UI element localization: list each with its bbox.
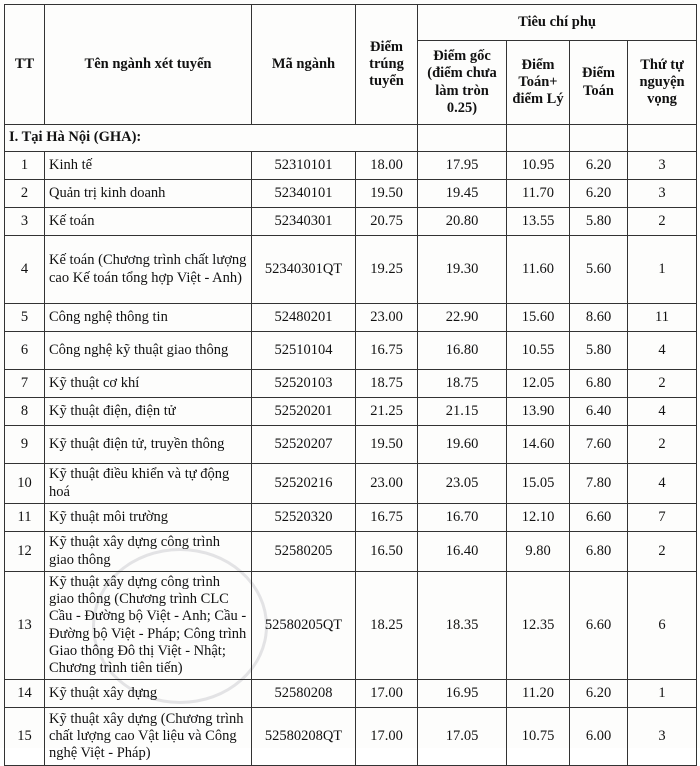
cell-preference-order: 2	[628, 426, 697, 464]
cell-major-name: Kỹ thuật xây dựng công trình giao thông (Chương trình CLC Cầu - Đường bộ Việt - Anh; Cầu - Đường bộ Việt - Pháp; Công trình Giao thông Đô thị Việt - Nhật; Chương trình tiên tiến)	[45, 572, 252, 680]
cell-math-physics: 15.05	[507, 464, 570, 504]
cell-preference-order: 1	[628, 680, 697, 708]
cell-major-name: Công nghệ kỹ thuật giao thông	[45, 332, 252, 370]
col-header-raw-score: Điểm gốc (điểm chưa làm tròn 0.25)	[418, 41, 507, 125]
cell-tt: 4	[5, 236, 45, 304]
cell-major-name: Kỹ thuật điện tử, truyền thông	[45, 426, 252, 464]
table-row	[5, 504, 697, 532]
cell-tt: 14	[5, 680, 45, 708]
col-header-secondary-criteria: Tiêu chí phụ	[418, 5, 697, 41]
cell-math: 5.60	[570, 236, 628, 304]
cell-math: 7.80	[570, 464, 628, 504]
cell-math-physics: 13.55	[507, 208, 570, 236]
cell-raw-score: 17.05	[418, 708, 507, 766]
table-row	[5, 332, 697, 370]
cell-math-physics: 12.05	[507, 370, 570, 398]
cell-major-code: 52310101	[252, 152, 356, 180]
cell-math: 6.00	[570, 708, 628, 766]
cell-major-code: 52510104	[252, 332, 356, 370]
cell-tt: 15	[5, 708, 45, 766]
cell-raw-score: 16.40	[418, 532, 507, 572]
cell-major-code: 52340301QT	[252, 236, 356, 304]
cell-math-physics: 10.55	[507, 332, 570, 370]
cell-major-name: Kỹ thuật điện, điện tử	[45, 398, 252, 426]
cell-math: 6.20	[570, 152, 628, 180]
cell-admission-score: 16.75	[356, 504, 418, 532]
cell-preference-order: 4	[628, 398, 697, 426]
cell-admission-score: 18.75	[356, 370, 418, 398]
cell-admission-score: 16.75	[356, 332, 418, 370]
cell-admission-score: 17.00	[356, 708, 418, 766]
section-title: I. Tại Hà Nội (GHA):	[5, 125, 418, 152]
cell-raw-score: 21.15	[418, 398, 507, 426]
cell-math: 6.40	[570, 398, 628, 426]
cell-admission-score: 20.75	[356, 208, 418, 236]
col-header-admission-score: Điểm trúng tuyển	[356, 5, 418, 125]
cell-raw-score: 23.05	[418, 464, 507, 504]
cell-math-physics: 12.35	[507, 572, 570, 680]
cell-admission-score: 18.00	[356, 152, 418, 180]
cell-math: 7.60	[570, 426, 628, 464]
col-header-math: Điểm Toán	[570, 41, 628, 125]
cell-raw-score: 19.45	[418, 180, 507, 208]
section-empty-cell	[418, 125, 507, 152]
cell-tt: 7	[5, 370, 45, 398]
cell-preference-order: 3	[628, 180, 697, 208]
cell-admission-score: 19.25	[356, 236, 418, 304]
cell-admission-score: 19.50	[356, 180, 418, 208]
cell-preference-order: 3	[628, 152, 697, 180]
cell-raw-score: 18.75	[418, 370, 507, 398]
cell-major-code: 52580205	[252, 532, 356, 572]
cell-math-physics: 11.60	[507, 236, 570, 304]
col-header-tt: TT	[5, 5, 45, 125]
cell-math-physics: 10.95	[507, 152, 570, 180]
cell-admission-score: 19.50	[356, 426, 418, 464]
cell-major-code: 52580205QT	[252, 572, 356, 680]
cell-math: 6.80	[570, 532, 628, 572]
cell-tt: 13	[5, 572, 45, 680]
cell-major-name: Kỹ thuật môi trường	[45, 504, 252, 532]
cell-major-code: 52340301	[252, 208, 356, 236]
table-row	[5, 680, 697, 708]
cell-math-physics: 10.75	[507, 708, 570, 766]
col-header-major-name: Tên ngành xét tuyển	[45, 5, 252, 125]
cell-tt: 8	[5, 398, 45, 426]
cell-admission-score: 23.00	[356, 304, 418, 332]
cell-math-physics: 11.20	[507, 680, 570, 708]
cell-preference-order: 2	[628, 532, 697, 572]
cell-major-code: 52340101	[252, 180, 356, 208]
cell-major-code: 52520320	[252, 504, 356, 532]
cell-math-physics: 13.90	[507, 398, 570, 426]
cell-tt: 9	[5, 426, 45, 464]
cell-major-name: Kỹ thuật xây dựng	[45, 680, 252, 708]
cell-math-physics: 14.60	[507, 426, 570, 464]
cell-major-code: 52520216	[252, 464, 356, 504]
cell-tt: 11	[5, 504, 45, 532]
cell-major-name: Kỹ thuật xây dựng (Chương trình chất lượng cao Vật liệu và Công nghệ Việt - Pháp)	[45, 708, 252, 766]
header-row-1	[5, 5, 697, 41]
cell-major-code: 52480201	[252, 304, 356, 332]
cell-math: 6.20	[570, 180, 628, 208]
cell-tt: 2	[5, 180, 45, 208]
table-row	[5, 208, 697, 236]
section-empty-cell	[507, 125, 570, 152]
cell-preference-order: 2	[628, 370, 697, 398]
cell-major-name: Kỹ thuật cơ khí	[45, 370, 252, 398]
section-row	[5, 125, 697, 152]
cell-preference-order: 3	[628, 708, 697, 766]
admission-score-table	[4, 4, 697, 766]
table-row	[5, 370, 697, 398]
cell-tt: 6	[5, 332, 45, 370]
cell-major-name: Kỹ thuật xây dựng công trình giao thông	[45, 532, 252, 572]
table-row	[5, 398, 697, 426]
cell-preference-order: 6	[628, 572, 697, 680]
col-header-major-code: Mã ngành	[252, 5, 356, 125]
table-body	[5, 125, 697, 766]
section-empty-cell	[570, 125, 628, 152]
cell-raw-score: 19.60	[418, 426, 507, 464]
cell-major-name: Công nghệ thông tin	[45, 304, 252, 332]
cell-math: 6.60	[570, 572, 628, 680]
col-header-math-physics: Điểm Toán+ điểm Lý	[507, 41, 570, 125]
cell-raw-score: 16.95	[418, 680, 507, 708]
cell-math: 6.60	[570, 504, 628, 532]
cell-math: 5.80	[570, 332, 628, 370]
cell-preference-order: 4	[628, 332, 697, 370]
table-row	[5, 532, 697, 572]
cell-admission-score: 21.25	[356, 398, 418, 426]
cell-major-name: Kinh tế	[45, 152, 252, 180]
cell-math: 5.80	[570, 208, 628, 236]
cell-raw-score: 20.80	[418, 208, 507, 236]
table-row	[5, 426, 697, 464]
cell-major-code: 52520207	[252, 426, 356, 464]
cell-tt: 10	[5, 464, 45, 504]
cell-preference-order: 4	[628, 464, 697, 504]
table-row	[5, 304, 697, 332]
cell-math-physics: 15.60	[507, 304, 570, 332]
cell-tt: 3	[5, 208, 45, 236]
table-row	[5, 236, 697, 304]
cell-major-code: 52580208	[252, 680, 356, 708]
table-row	[5, 464, 697, 504]
cell-major-code: 52520103	[252, 370, 356, 398]
cell-math: 6.20	[570, 680, 628, 708]
cell-admission-score: 16.50	[356, 532, 418, 572]
cell-preference-order: 11	[628, 304, 697, 332]
cell-raw-score: 17.95	[418, 152, 507, 180]
cell-math: 8.60	[570, 304, 628, 332]
section-empty-cell	[628, 125, 697, 152]
cell-math-physics: 12.10	[507, 504, 570, 532]
cell-raw-score: 22.90	[418, 304, 507, 332]
cell-raw-score: 18.35	[418, 572, 507, 680]
cell-raw-score: 19.30	[418, 236, 507, 304]
table-row	[5, 180, 697, 208]
cell-tt: 1	[5, 152, 45, 180]
cell-preference-order: 7	[628, 504, 697, 532]
cell-major-name: Quản trị kinh doanh	[45, 180, 252, 208]
cell-admission-score: 18.25	[356, 572, 418, 680]
cell-raw-score: 16.80	[418, 332, 507, 370]
cell-math: 6.80	[570, 370, 628, 398]
cell-major-code: 52520201	[252, 398, 356, 426]
cell-major-code: 52580208QT	[252, 708, 356, 766]
cell-math-physics: 11.70	[507, 180, 570, 208]
table-row	[5, 572, 697, 680]
cell-preference-order: 1	[628, 236, 697, 304]
cell-tt: 5	[5, 304, 45, 332]
cell-preference-order: 2	[628, 208, 697, 236]
cell-math-physics: 9.80	[507, 532, 570, 572]
cell-major-name: Kế toán (Chương trình chất lượng cao Kế toán tổng hợp Việt - Anh)	[45, 236, 252, 304]
cell-tt: 12	[5, 532, 45, 572]
cell-major-name: Kế toán	[45, 208, 252, 236]
table-row	[5, 708, 697, 766]
col-header-preference-order: Thứ tự nguyện vọng	[628, 41, 697, 125]
cell-admission-score: 23.00	[356, 464, 418, 504]
cell-raw-score: 16.70	[418, 504, 507, 532]
cell-major-name: Kỹ thuật điều khiển và tự động hoá	[45, 464, 252, 504]
table-row	[5, 152, 697, 180]
cell-admission-score: 17.00	[356, 680, 418, 708]
